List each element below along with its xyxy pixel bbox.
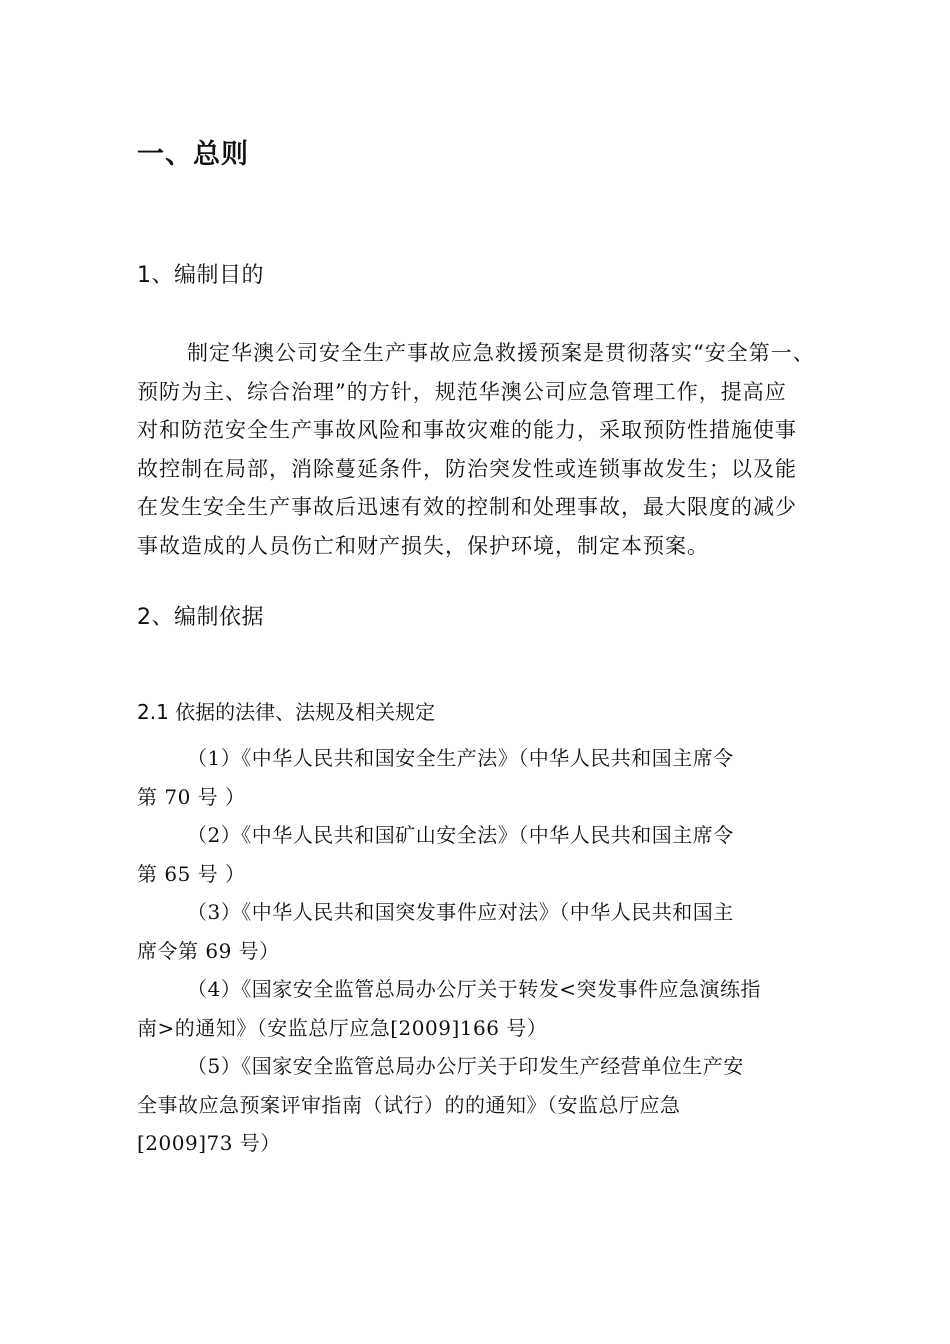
reference-item bbox=[137, 893, 827, 970]
reference-item bbox=[137, 1047, 827, 1163]
paragraph-line: 对和防范安全生产事故风险和事故灾难的能力，采取预防性措施使事 bbox=[137, 418, 797, 442]
reference-line: （4）《国家安全监管总局办公厅关于转发<突发事件应急演练指 bbox=[187, 977, 761, 1001]
reference-line: [2009]73 号） bbox=[137, 1131, 281, 1155]
paragraph-line: 在发生安全生产事故后迅速有效的控制和处理事故，最大限度的减少 bbox=[137, 495, 797, 519]
paragraph-line: 预防为主、综合治理”的方针，规范华澳公司应急管理工作，提高应 bbox=[137, 379, 787, 404]
paragraph-line: 制定华澳公司安全生产事故应急救援预案是贯彻落实“安全第一、 bbox=[187, 341, 815, 365]
basis-heading: 2、编制依据 bbox=[137, 605, 264, 630]
basis-subheading: 2.1 依据的法律、法规及相关规定 bbox=[137, 700, 436, 724]
reference-line: （2）《中华人民共和国矿山安全法》（中华人民共和国主席令 bbox=[187, 823, 734, 847]
section-heading: 一、总则 bbox=[137, 139, 249, 170]
reference-item bbox=[137, 816, 827, 893]
reference-line: 席令第 69 号） bbox=[137, 938, 280, 963]
reference-line: 南>的通知》（安监总厅应急[2009]166 号） bbox=[137, 1015, 548, 1040]
paragraph-line: 事故造成的人员伤亡和财产损失，保护环境，制定本预案。 bbox=[137, 533, 709, 558]
paragraph-line: 故控制在局部，消除蔓延条件，防治突发性或连锁事故发生；以及能 bbox=[137, 456, 797, 481]
reference-line: （5）《国家安全监管总局办公厅关于印发生产经营单位生产安 bbox=[187, 1054, 744, 1078]
purpose-heading: 1、编制目的 bbox=[137, 263, 264, 288]
reference-line: （1）《中华人民共和国安全生产法》（中华人民共和国主席令 bbox=[187, 746, 734, 770]
reference-item bbox=[137, 739, 827, 816]
purpose-paragraph bbox=[137, 334, 827, 565]
reference-line: （3）《中华人民共和国突发事件应对法》（中华人民共和国主 bbox=[187, 900, 734, 924]
reference-line: 第 65 号 ） bbox=[137, 861, 246, 886]
reference-list bbox=[137, 739, 827, 1163]
reference-item bbox=[137, 970, 827, 1047]
reference-line: 第 70 号 ） bbox=[137, 784, 246, 809]
reference-line: 全事故应急预案评审指南（试行）的的通知》（安监总厅应急 bbox=[137, 1092, 681, 1117]
